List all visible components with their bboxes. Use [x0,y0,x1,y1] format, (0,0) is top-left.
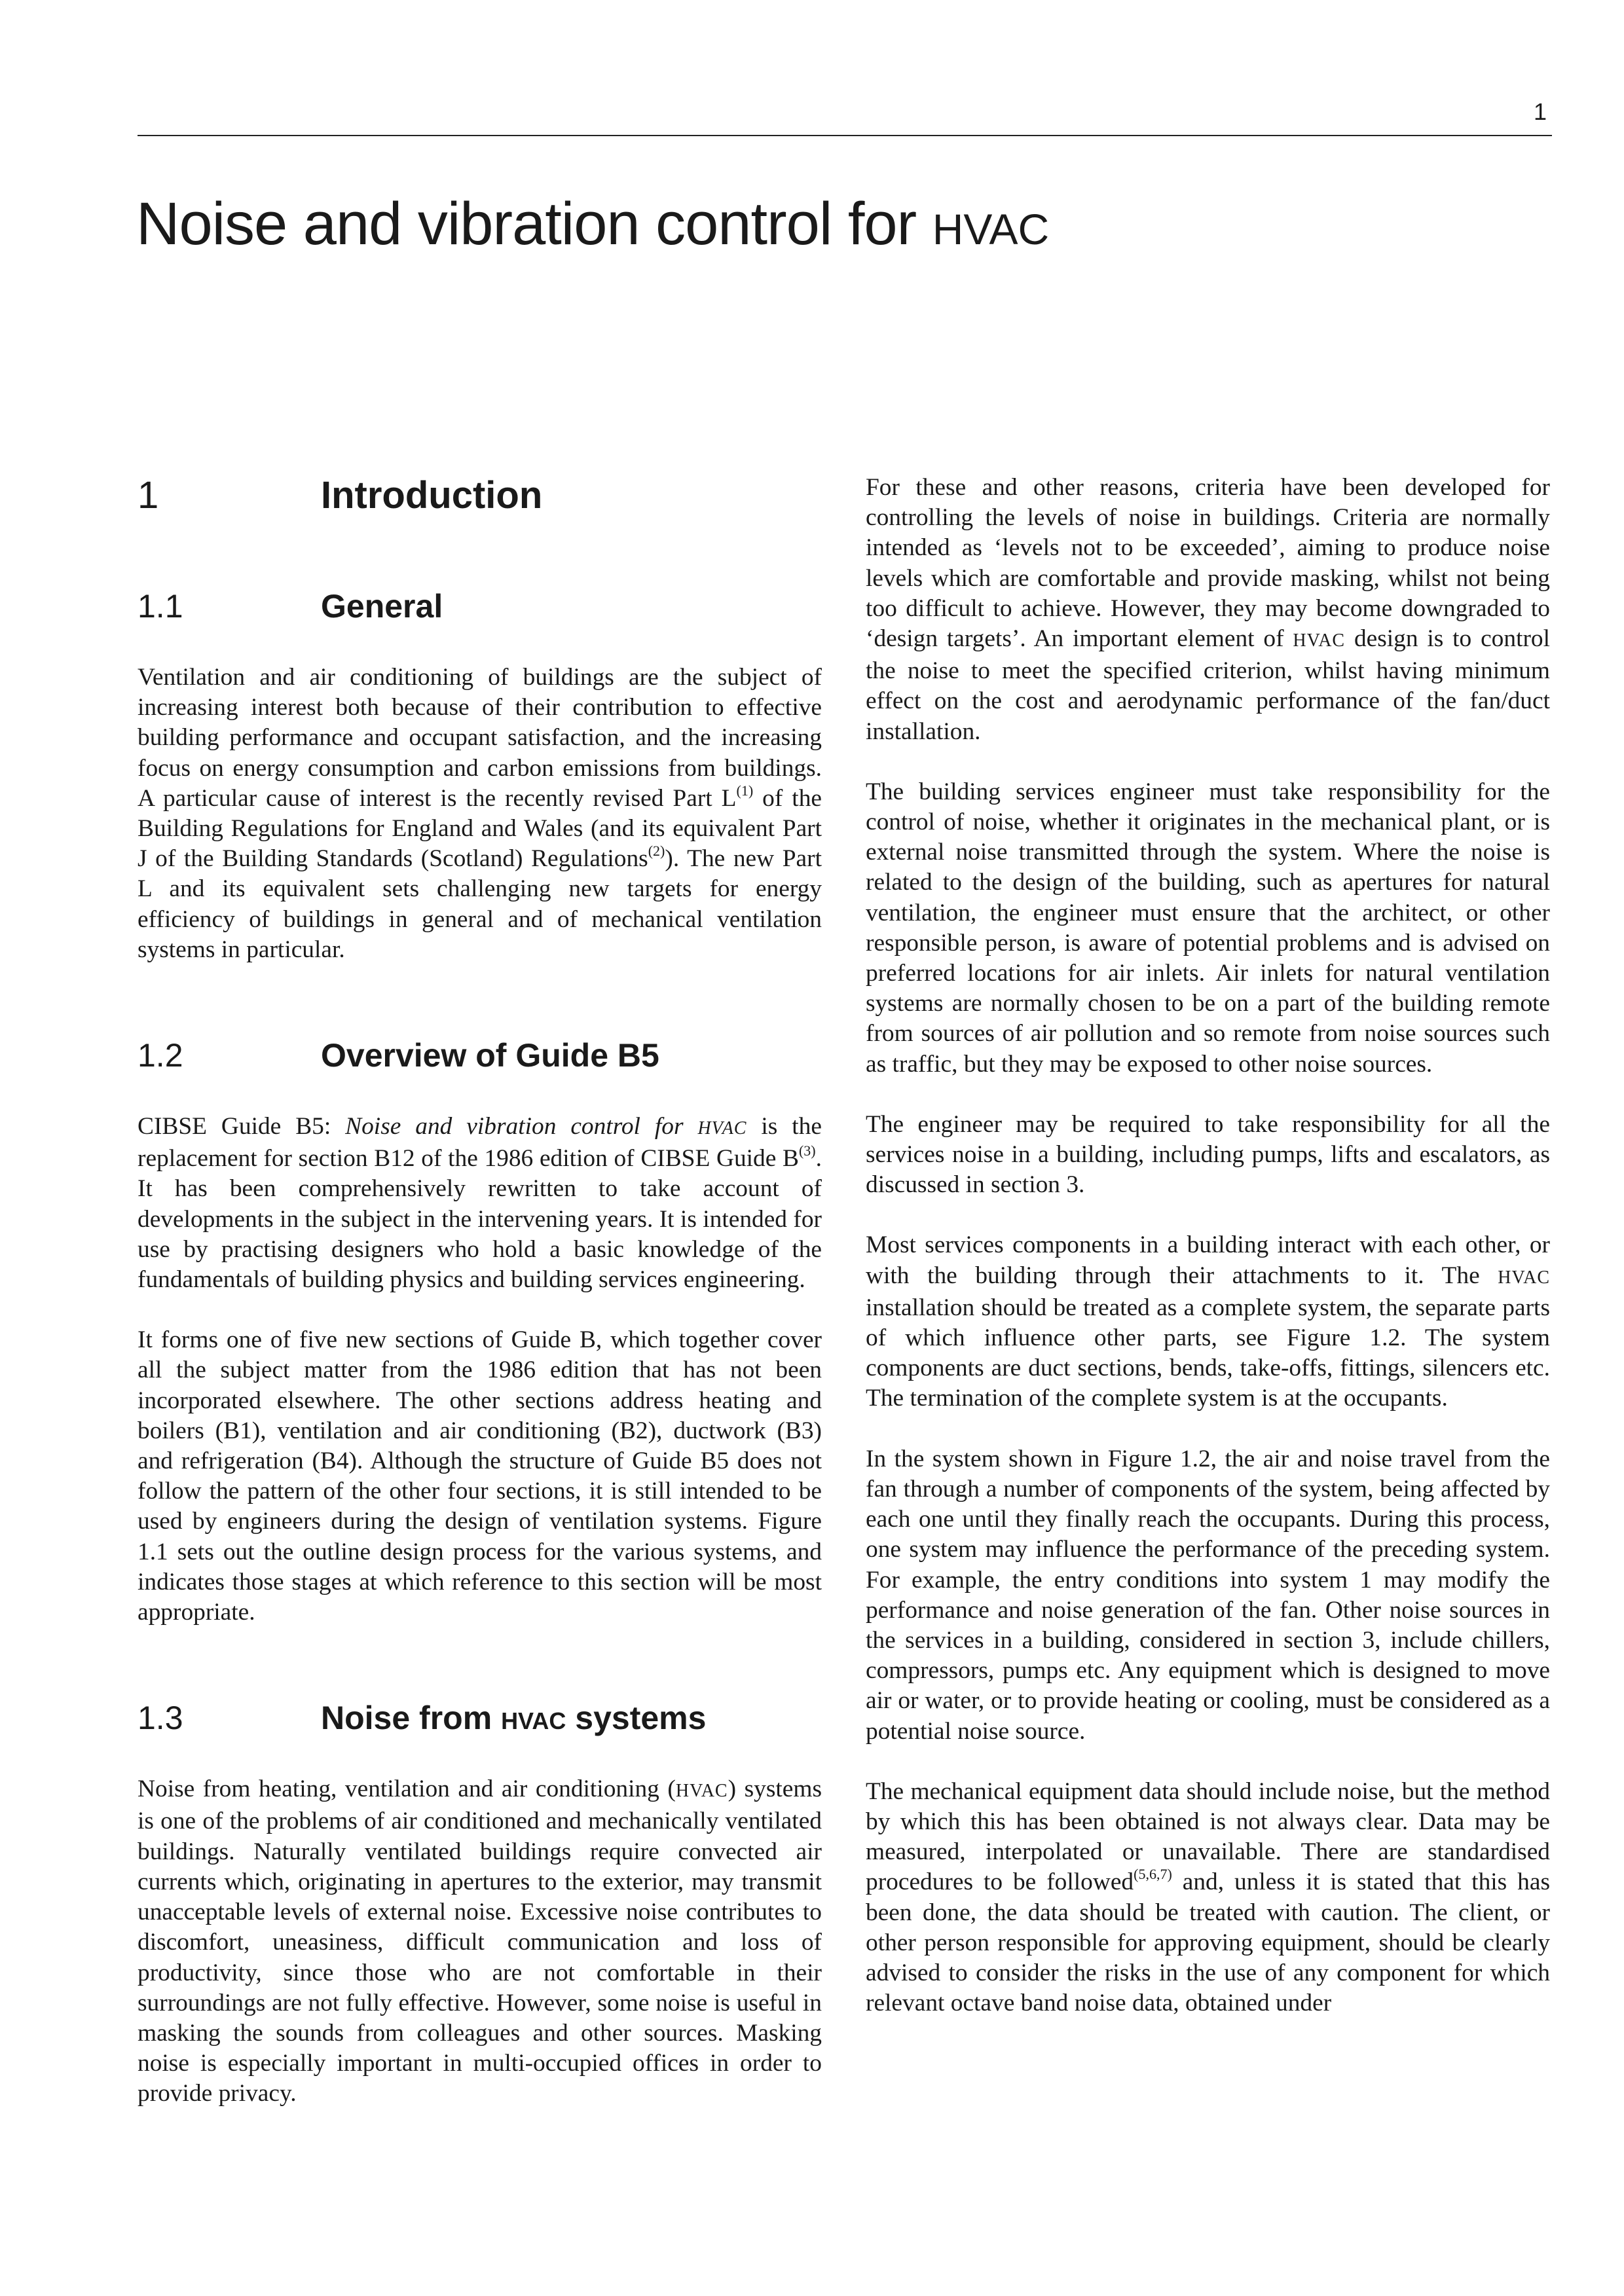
reference-marker: (2) [648,843,665,860]
document-title [136,190,1049,259]
section-title: General [321,588,443,625]
paragraph-overview-2: It forms one of five new sections of Guide B, which together cover all the subject matter from the 1986 edition that has not been incorporated elsewhere. The other sections address heating and boilers (B1), ventilation and air conditioning (B2), ductwork (B3) and refrigeration (B4). Although the structure of Guide B5 does not follow the pattern of the other four sections, it is still intended to be used by engineers during the design of ventilation systems. Figure 1.1 sets out the outline design process for the various systems, and indicates those stages at which reference to this section will be most appropriate. [138,1326,822,1626]
section-title: Introduction [321,474,543,517]
page-number: 1 [1533,98,1547,125]
paragraph-overview-1: CIBSE Guide B5: Noise and vibration control for HVAC is the replacement for section B12 of the 1986 edition of CIBSE Guide $B^{(3)}$. It has been comprehensively rewritten to take account of developments in the subject in the intervening years. It is intended for use by practising designers who hold a basic knowledge of the fundamentals of building physics and building services engineering. [138,1113,822,1294]
section-1-3-heading [138,1697,822,1739]
paragraph-criteria: For these and other reasons, criteria have been developed for controlling the levels of noise in buildings. Criteria are normally intended as ‘levels not to be exceeded’, aiming to produce noise levels which are comfortable and provide masking, whilst not being too difficult to achieve. However, they may become downgraded to ‘design targets’. An important element of HVAC design is to control the noise to meet the specified criterion, whilst having minimum effect on the cost and aerodynamic performance of the fan/duct installation. [866,474,1550,745]
section-title: Overview of Guide B5 [321,1037,659,1074]
paragraph-general: Ventilation and air conditioning of buildings are the subject of increasing interest both because of their contribution to effective building performance and occupant satisfaction, and the increasing focus on energy consumption and carbon emissions from buildings. A particular cause of interest is the recently revised Part $L^{(1)}$ of the Building Regulations for England and Wales (and its equivalent Part J of the Building Standards (Scotland) Regulations$^{(2)}$). The new Part L and its equivalent sets challenging new targets for energy efficiency of buildings in general and of mechanical ventilation systems in particular. [138,664,822,963]
section-1-1-heading [138,585,822,627]
section-title: Noise from HVAC systems [321,1700,707,1737]
paragraph-engineer-responsibility: The building services engineer must take responsibility for the control of noise, whether it originates in the mechanical plant, or is external noise transmitted through the system. Where the noise is related to the design of the building, such as apertures for natural ventilation, the engineer must ensure that the architect, or other responsible person, is aware of potential problems and is advised on preferred locations for air inlets. Air inlets for natural ventilation systems are normally chosen to be on a part of the building remote from sources of air pollution and so remote from noise sources such as traffic, but they may be exposed to other noise sources. [866,778,1550,1078]
section-number: 1 [138,474,159,517]
right-column [866,473,1550,2018]
paragraph-components: Most services components in a building interact with each other, or with the building through their attachments to it. The HVAC installation should be treated as a complete system, the separate parts of which influence other parts, see Figure 1.2. The system components are duct sections, bends, take-offs, fittings, silencers etc. The termination of the complete system is at the occupants. [866,1231,1550,1412]
section-number: 1.3 [138,1700,183,1737]
section-number: 1.1 [138,588,183,625]
reference-marker: (3) [798,1142,816,1159]
title-abbrev: HVAC [932,205,1050,253]
section-1-2-heading [138,1034,822,1076]
reference-marker: (1) [736,782,754,799]
left-column [138,473,822,2109]
paragraph-noise-hvac: Noise from heating, ventilation and air conditioning (HVAC) systems is one of the problems of air conditioned and mechanically ventilated buildings. Naturally ventilated buildings require convected air currents which, originating in apertures to the exterior, may transmit unacceptable levels of external noise. Excessive noise contributes to discomfort, uneasiness, difficult communication and loss of productivity, since those who are not comfortable in their surroundings are not fully effective. However, some noise is useful in masking the sounds from colleagues and other sources. Masking noise is especially important in multi-occupied offices in order to provide privacy. [138,1776,822,2107]
paragraph-equipment-data: The mechanical equipment data should include noise, but the method by which this has been obtained is not always clear. Data may be measured, interpolated or unavailable. There are standardised procedures to be followed$^{(5,6,7)}$ and, unless it is stated that this has been done, the data should be treated with caution. The client, or other person responsible for approving equipment, should be clearly advised to consider the risks in the use of any component for which relevant octave band noise data, obtained under [866,1777,1550,2017]
section-1-heading [138,473,822,519]
section-number: 1.2 [138,1037,183,1074]
header-rule [138,135,1552,136]
title-text: Noise and vibration control for [136,191,932,257]
reference-marker: (5,6,7) [1134,1866,1172,1883]
paragraph-services-noise: The engineer may be required to take responsibility for all the services noise in a building, including pumps, lifts and escalators, as discussed in section 3. [866,1110,1550,1199]
paragraph-system-flow: In the system shown in Figure 1.2, the air and noise travel from the fan through a number of components of the system, being affected by each one until they finally reach the occupants. During this process, one system may influence the performance of the preceding system. For example, the entry conditions into system 1 may modify the performance and noise generation of the fan. Other noise sources in the services in a building, considered in section 3, include chillers, compressors, pumps etc. Any equipment which is designed to move air or water, or to provide heating or cooling, must be considered as a potential noise source. [866,1445,1550,1745]
